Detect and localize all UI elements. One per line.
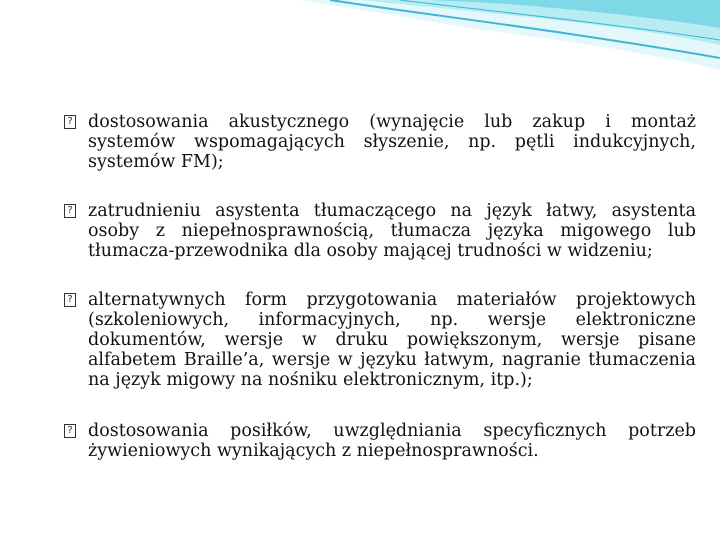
- list-item: [67, 421, 696, 461]
- list-item: [67, 290, 696, 390]
- bullet-box-icon: ?: [64, 115, 76, 129]
- list-item-text: dostosowania posiłków, uwzględniania specyficznych potrzeb żywieniowych wynikających z niepełnosprawności.: [88, 421, 696, 461]
- bullet-box-icon: ?: [64, 424, 76, 438]
- list-item: [67, 112, 696, 172]
- bullet-box-icon: ?: [64, 293, 76, 307]
- list-item: [67, 201, 696, 261]
- list-item-text: dostosowania akustycznego (wynajęcie lub zakup i montaż systemów wspomagających słyszenie, np. pętli indukcyjnych, systemów FM);: [88, 112, 696, 172]
- list-item-text: alternatywnych form przygotowania materiałów projektowych (szkoleniowych, informacyjnych, np. wersje elektroniczne dokumentów, wersje w druku powiększonym, wersje pisane alfabetem Braille’a, wersje w języku łatwym, nagranie tłumaczenia na język migowy na nośniku elektronicznym, itp.);: [88, 290, 696, 390]
- bullet-box-icon: ?: [64, 204, 76, 218]
- list-item-text: zatrudnieniu asystenta tłumaczącego na język łatwy, asystenta osoby z niepełnosprawnością, tłumacza języka migowego lub tłumacza-przewodnika dla osoby mającej trudności w widzeniu;: [88, 201, 696, 261]
- header-wave-decoration: [0, 0, 720, 80]
- bullet-list: [67, 112, 696, 492]
